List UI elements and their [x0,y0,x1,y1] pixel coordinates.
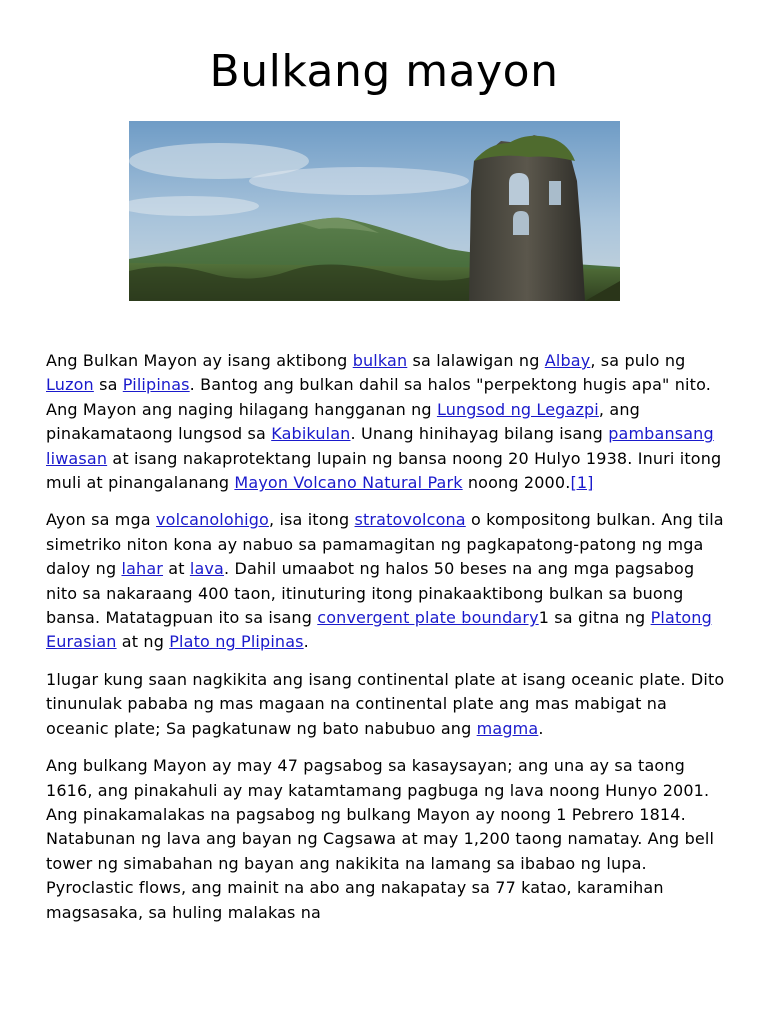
paragraph-text: sa lalawigan ng [407,351,545,370]
paragraph [46,668,726,741]
inline-link[interactable]: Lungsod ng Legazpi [436,399,599,419]
paragraph-text: at ng [116,632,170,652]
paragraph-text: at isang nakaprotektang lupain ng bansa noong 20 Hulyo 1938. Inuri itong muli at pinangalanang [46,448,722,493]
inline-link[interactable]: bulkan [352,351,408,370]
inline-link[interactable]: lahar [121,559,164,579]
paragraph [46,754,726,925]
paragraph [46,508,726,654]
paragraph-text: at [163,559,190,579]
paragraph-text: . [303,632,309,652]
article-body [46,349,726,938]
paragraph-text: Ang bulkang Mayon ay may 47 pagsabog sa kasaysayan; ang una ay sa taong 1616, ang pinakahuli ay may katamtamang pagbuga ng lava noong Hunyo 2001. Ang pinakamalakas na pagsabog ng bulkang Mayon ay noong 1 Pebrero 1814. Natabunan ng lava ang bayan ng Cagsawa at may 1,200 taong namatay. Ang bell tower ng simabahan ng bayan ang nakikita na lamang sa ibabao ng lupa. Pyroclastic flows, ang mainit na abo ang nakapatay sa 77 katao, karamihan magsasaka, sa huling malakas na [46,756,715,922]
paragraph [46,349,726,495]
page-title: Bulkang mayon [209,46,559,97]
inline-link[interactable]: Luzon [46,375,94,395]
paragraph-text: . Unang hinihayag bilang isang [350,424,609,444]
paragraph-text: Ang Bulkan Mayon ay isang aktibong [46,351,353,370]
inline-link[interactable]: pambansang liwasan [46,424,714,468]
inline-link[interactable]: Pilipinas [122,375,190,395]
paragraph-text: . Bantog ang bulkan dahil sa halos "perpektong hugis apa" nito. Ang Mayon ang naging hilagang hangganan ng [46,375,711,419]
paragraph-text: . [538,718,544,738]
inline-link[interactable]: Plato ng Plipinas [169,632,304,652]
inline-link[interactable]: [1] [570,473,594,493]
inline-link[interactable]: Platong Eurasian [46,608,712,652]
paragraph-text: . Dahil umaabot ng halos 50 beses na ang mga pagsabog nito sa nakaraang 400 taon, itinuturing itong pinakaaktibong bulkan sa buong bansa. Matatagpuan ito sa isang [46,559,695,628]
paragraph-text: 1lugar kung saan nagkikita ang isang continental plate at isang oceanic plate. Dito tinunulak pababa ng mas magaan na continental plate ang mas mabigat na oceanic plate; Sa pagkatunaw ng bato nabubuo ang [46,669,725,738]
paragraph-text: , sa pulo ng [590,351,686,370]
inline-link[interactable]: magma [476,718,539,738]
inline-link[interactable]: convergent plate boundary [317,608,539,628]
inline-link[interactable]: Mayon Volcano Natural Park [234,473,463,493]
paragraph-text: noong 2000. [462,473,571,493]
paragraph-text: , ang pinakamataong lungsod sa [46,399,640,444]
inline-link[interactable]: lava [189,559,224,579]
inline-link[interactable]: Albay [544,351,591,370]
inline-link[interactable]: stratovolcona [354,510,466,530]
paragraph-text: Ayon sa mga [46,510,157,530]
inline-link[interactable]: volcanolohigo [156,510,269,530]
inline-link[interactable]: Kabikulan [271,424,351,444]
mayon-volcano-photo [129,121,620,301]
paragraph-text: 1 sa gitna ng [538,608,651,628]
paragraph-text: sa [93,375,123,395]
paragraph-text: o kompositong bulkan. Ang tila simetriko niton kona ay nabuo sa pamamagitan ng pagkapatong-patong ng mga daloy ng [46,510,724,579]
paragraph-text: , isa itong [268,510,355,530]
